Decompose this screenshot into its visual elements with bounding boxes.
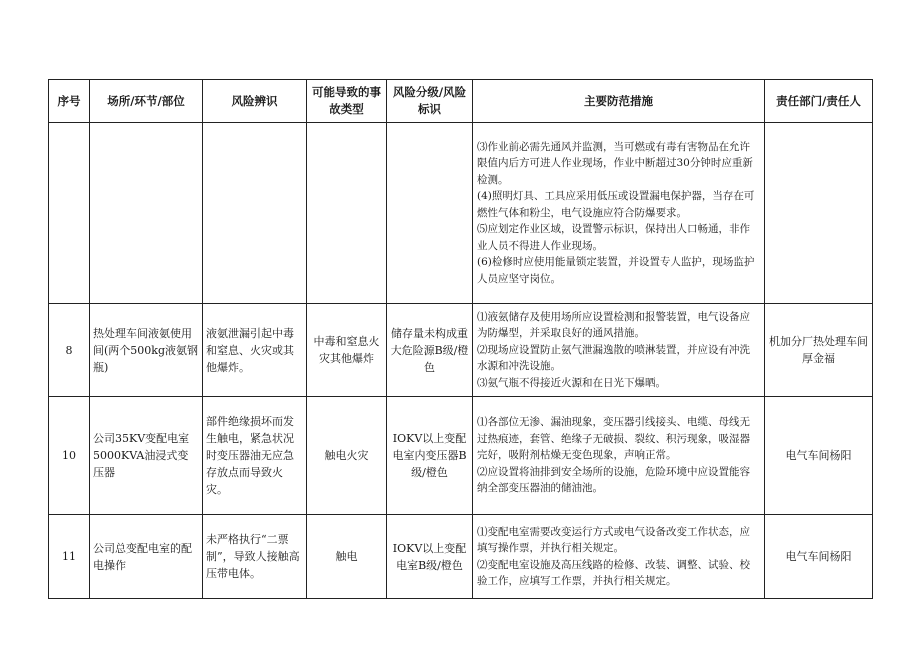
table-row xyxy=(49,304,873,397)
cell-accident-type: 中毒和窒息火灾其他爆炸 xyxy=(307,304,387,397)
measure-item: ⑴液氨储存及使用场所应设置检测和报警装置，电气设备应为防爆型，并采取良好的通风措施。 xyxy=(477,310,750,340)
risk-table xyxy=(48,79,873,599)
header-accident-type: 可能导致的事故类型 xyxy=(307,80,387,123)
measure-item: ⑶氨气瓶不得接近火源和在日光下爆晒。 xyxy=(477,376,666,389)
cell-seq: 11 xyxy=(49,515,90,599)
header-risk-level: 风险分级/风险标识 xyxy=(387,80,473,123)
cell-risk-id: 部件绝缘损坏而发生触电，紧急状况时变压器油无应急存放点而导致火灾。 xyxy=(203,397,307,515)
measure-item: (6)检修时应使用能量锁定装置，并设置专人监护，现场监护人员应坚守岗位。 xyxy=(477,256,755,285)
header-row xyxy=(49,80,873,123)
cell-location xyxy=(90,123,203,304)
cell-accident-type: 触电 xyxy=(307,515,387,599)
measure-item: ⑵应设置将油排到安全场所的设施，危险环境中应设置能容纳全部变压器油的储油池。 xyxy=(477,465,750,495)
header-location: 场所/环节/部位 xyxy=(90,80,203,123)
measure-item: (4)照明灯具、工具应采用低压或设置漏电保护器，当存在可燃性气体和粉尘，电气设施应符合防爆要求。 xyxy=(477,190,755,219)
cell-risk-id xyxy=(203,123,307,304)
cell-measures xyxy=(473,397,765,515)
cell-measures xyxy=(473,304,765,397)
cell-measures xyxy=(473,123,765,304)
measure-item: ⑸应划定作业区域，设置警示标识，保持出人口畅通，非作业人员不得进人作业现场。 xyxy=(477,223,750,252)
measure-item: ⑵变配电室设施及高压线路的检修、改装、调整、试验、校验工作，应填写工作票，并执行相关规定。 xyxy=(477,558,750,587)
cell-seq: 8 xyxy=(49,304,90,397)
measure-item: ⑴变配电室需要改变运行方式或电气设备改变工作状态，应填写操作票，并执行相关规定。 xyxy=(477,525,750,554)
cell-risk-id: 液氨泄漏引起中毒和窒息、火灾或其他爆炸。 xyxy=(203,304,307,397)
cell-seq: 10 xyxy=(49,397,90,515)
header-measures: 主要防范措施 xyxy=(473,80,765,123)
cell-location: 公司总变配电室的配电操作 xyxy=(90,515,203,599)
cell-risk-level: IOKV以上变配电室内变压器B级/橙色 xyxy=(387,397,473,515)
cell-accident-type: 触电火灾 xyxy=(307,397,387,515)
header-responsible: 责任部门/责任人 xyxy=(765,80,873,123)
cell-responsible: 电气车间杨阳 xyxy=(765,515,873,599)
cell-location: 公司35KV变配电室5000KVA油浸式变压器 xyxy=(90,397,203,515)
cell-measures xyxy=(473,515,765,599)
table-row xyxy=(49,397,873,515)
cell-responsible xyxy=(765,123,873,304)
table-row xyxy=(49,123,873,304)
cell-responsible: 电气车间杨阳 xyxy=(765,397,873,515)
measure-item: ⑵现场应设置防止氨气泄漏逸散的喷淋装置，并应设有冲洗水源和冲洗设施。 xyxy=(477,343,750,373)
cell-risk-id: 未严格执行“二票制”，导致人接触高压带电体。 xyxy=(203,515,307,599)
cell-seq xyxy=(49,123,90,304)
header-seq: 序号 xyxy=(49,80,90,123)
cell-accident-type xyxy=(307,123,387,304)
cell-risk-level xyxy=(387,123,473,304)
cell-risk-level: 储存量未构成重大危险源B级/橙色 xyxy=(387,304,473,397)
measure-item: ⑶作业前必需先通风并监测，当可燃或有毒有害物品在允许限值内后方可进人作业现场，作业中断超过30分钟时应重新检测。 xyxy=(477,140,753,186)
cell-risk-level: IOKV以上变配电室B级/橙色 xyxy=(387,515,473,599)
measure-item: ⑴各部位无渗、漏油现象，变压器引线接头、电缆、母线无过热痕迹，套管、绝缘子无破损、裂纹、积污现象，吸湿器完好，吸附剂枯燥无变色现象，声响正常。 xyxy=(477,416,750,462)
header-risk-id: 风险辨识 xyxy=(203,80,307,123)
cell-location: 热处理车间液氨使用间(两个500kg液氨钢瓶) xyxy=(90,304,203,397)
table-row xyxy=(49,515,873,599)
cell-responsible: 机加分厂热处理车间厚金福 xyxy=(765,304,873,397)
